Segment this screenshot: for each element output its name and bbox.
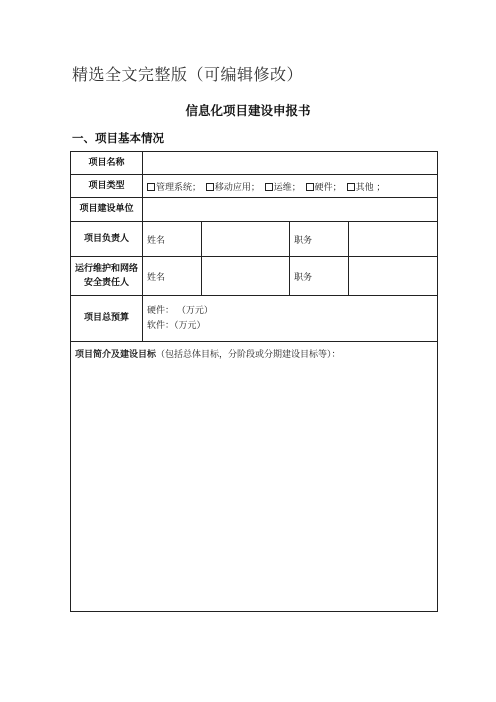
page-header: 精选全文完整版（可编辑修改） — [72, 65, 304, 84]
leader-position-field[interactable] — [349, 222, 438, 257]
budget-fields — [143, 296, 438, 342]
option-hardware[interactable]: 硬件； — [306, 183, 342, 193]
option-mobile-app[interactable]: 移动应用； — [206, 183, 260, 193]
ops-name-field[interactable] — [202, 257, 290, 296]
leader-position-label: 职务 — [290, 222, 349, 257]
intro-goals-label: 项目简介及建设目标 — [75, 350, 157, 360]
row-project-type — [71, 175, 438, 198]
checkbox-icon — [147, 183, 155, 191]
project-leader-label: 项目负责人 — [71, 222, 143, 257]
project-type-label: 项目类型 — [71, 175, 143, 198]
construction-unit-field[interactable] — [143, 198, 438, 222]
ops-name-label: 姓名 — [143, 257, 202, 296]
row-intro-goals — [71, 342, 438, 612]
section-heading: 一、项目基本情况 — [72, 131, 164, 145]
row-ops-security — [71, 257, 438, 296]
ops-position-field[interactable] — [349, 257, 438, 296]
intro-goals-hint: （包括总体目标，分阶段或分期建设目标等）： — [156, 350, 341, 360]
intro-goals-field[interactable] — [71, 342, 438, 612]
budget-software[interactable]: 软件：（万元） — [147, 320, 206, 331]
project-info-table — [70, 151, 438, 612]
budget-hardware[interactable]: 硬件： （万元） — [147, 305, 213, 316]
total-budget-label: 项目总预算 — [71, 296, 143, 342]
ops-position-label: 职务 — [290, 257, 349, 296]
project-name-field[interactable] — [143, 152, 438, 175]
row-total-budget — [71, 296, 438, 342]
construction-unit-label: 项目建设单位 — [71, 198, 143, 222]
checkbox-icon — [306, 183, 314, 191]
document-title: 信息化项目建设申报书 — [185, 103, 311, 118]
checkbox-icon — [206, 183, 214, 191]
row-construction-unit — [71, 198, 438, 222]
project-name-label: 项目名称 — [71, 152, 143, 175]
ops-security-label: 运行维护和网络安全责任人 — [71, 257, 143, 296]
project-type-options — [143, 175, 438, 198]
option-management-system[interactable]: 管理系统； — [147, 183, 201, 193]
checkbox-icon — [265, 183, 273, 191]
leader-name-field[interactable] — [202, 222, 290, 257]
leader-name-label: 姓名 — [143, 222, 202, 257]
row-project-leader — [71, 222, 438, 257]
row-project-name — [71, 152, 438, 175]
option-operations[interactable]: 运维； — [265, 183, 301, 193]
option-other[interactable]: 其他 ； — [347, 183, 386, 193]
checkbox-icon — [347, 183, 355, 191]
